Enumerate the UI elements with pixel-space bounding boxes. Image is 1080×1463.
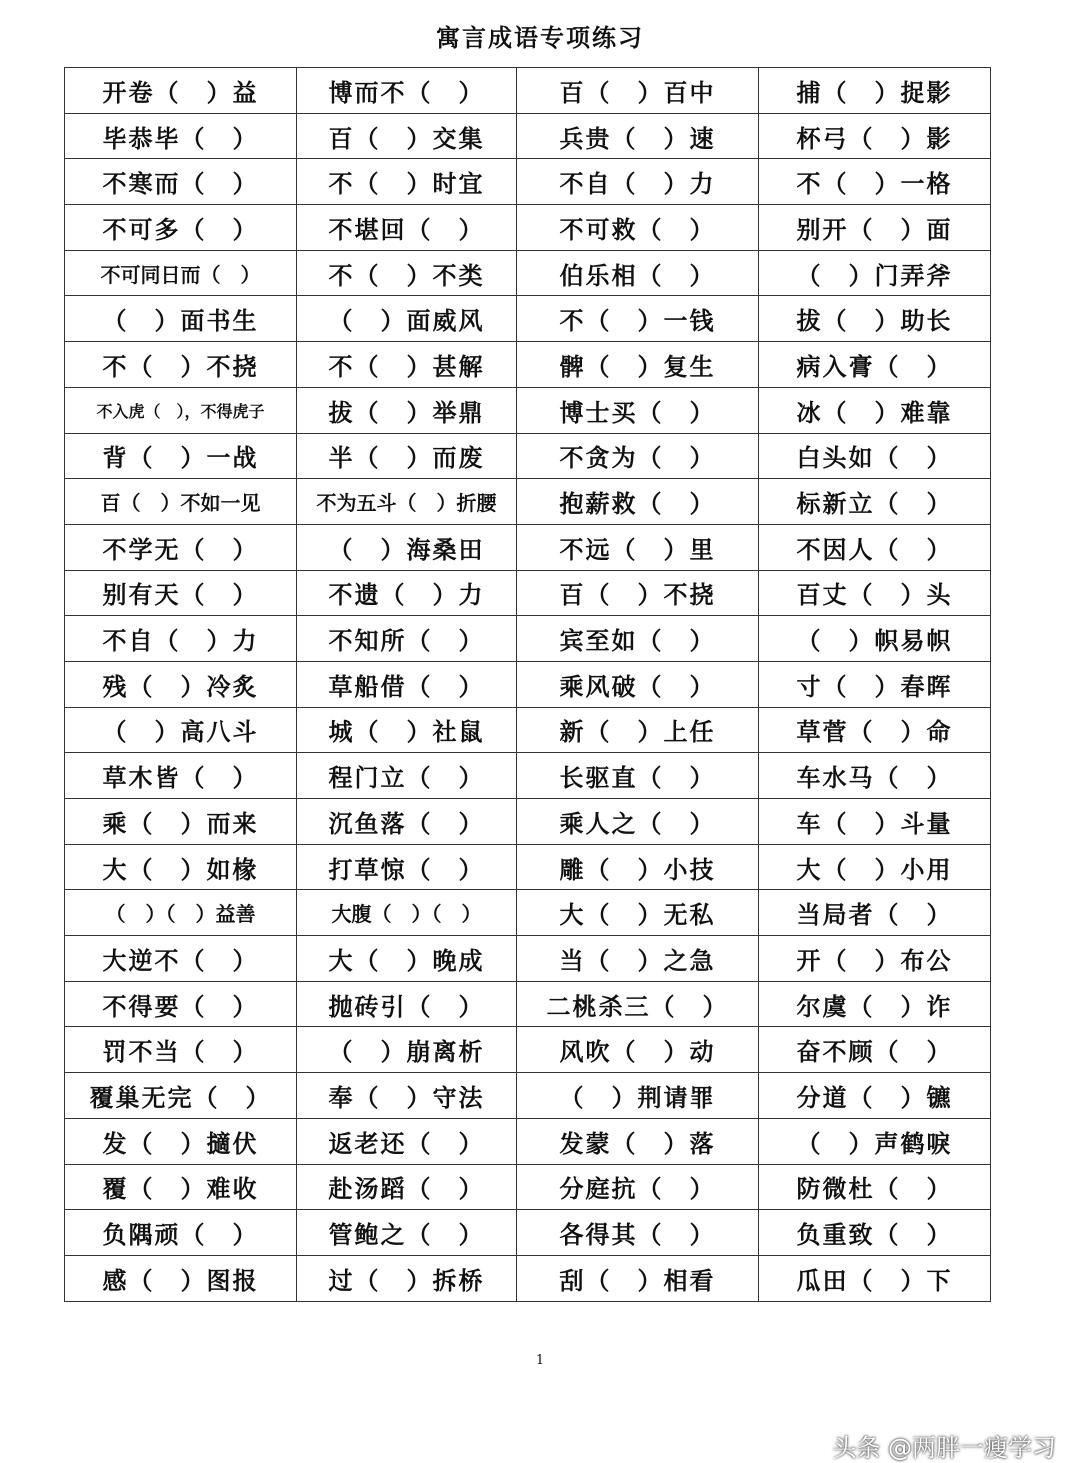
idiom-cell: 罚不当（ ） [65,1027,297,1073]
idiom-cell: （ ）声鹤唳 [759,1118,991,1164]
idiom-cell: （ ）海桑田 [297,524,517,570]
idiom-cell: 伯乐相（ ） [517,250,759,296]
idiom-cell: 打草惊（ ） [297,844,517,890]
idiom-cell: 新（ ）上任 [517,707,759,753]
idiom-cell: 乘风破（ ） [517,661,759,707]
idiom-cell: （ ）面书生 [65,296,297,342]
table-row [65,844,991,890]
table-row [65,707,991,753]
idiom-cell: 大（ ）晚成 [297,936,517,982]
idiom-cell: 二桃杀三（ ） [517,981,759,1027]
idiom-cell: 开（ ）布公 [759,936,991,982]
idiom-cell: 抱薪救（ ） [517,479,759,525]
idiom-cell: 不（ ）时宜 [297,159,517,205]
idiom-cell: 不（ ）一钱 [517,296,759,342]
idiom-cell: 各得其（ ） [517,1210,759,1256]
idiom-cell: 不自（ ）力 [517,159,759,205]
table-row [65,342,991,388]
idiom-cell: 程门立（ ） [297,753,517,799]
idiom-cell: 城（ ）社鼠 [297,707,517,753]
idiom-cell: 背（ ）一战 [65,433,297,479]
idiom-cell: 草菅（ ）命 [759,707,991,753]
idiom-cell: 不可救（ ） [517,205,759,251]
table-row [65,524,991,570]
idiom-cell: 奋不顾（ ） [759,1027,991,1073]
idiom-cell: 不得要（ ） [65,981,297,1027]
idiom-exercise-table [64,67,991,1302]
idiom-cell: 别开（ ）面 [759,205,991,251]
idiom-cell: 抛砖引（ ） [297,981,517,1027]
idiom-cell: 病入膏（ ） [759,342,991,388]
idiom-cell: 别有天（ ） [65,570,297,616]
idiom-cell: 百（ ）不挠 [517,570,759,616]
idiom-cell: 不远（ ）里 [517,524,759,570]
idiom-cell: 车水马（ ） [759,753,991,799]
idiom-cell: 奉（ ）守法 [297,1073,517,1119]
idiom-cell: 乘（ ）而来 [65,799,297,845]
idiom-cell: 不可多（ ） [65,205,297,251]
idiom-cell: 不自（ ）力 [65,616,297,662]
idiom-cell: 返老还（ ） [297,1118,517,1164]
idiom-cell: 不贪为（ ） [517,433,759,479]
idiom-cell: 开卷（ ）益 [65,68,297,114]
idiom-cell: 杯弓（ ）影 [759,113,991,159]
idiom-cell: （ ）帜易帜 [759,616,991,662]
table-row [65,1164,991,1210]
idiom-cell: 沉鱼落（ ） [297,799,517,845]
idiom-cell: 大（ ）小用 [759,844,991,890]
table-row [65,1118,991,1164]
page-number: 1 [535,1353,545,1368]
idiom-cell: 冰（ ）难靠 [759,387,991,433]
idiom-cell: （ ）（ ）益善 [65,890,297,936]
table-row [65,890,991,936]
idiom-cell: 博士买（ ） [517,387,759,433]
idiom-cell: 感（ ）图报 [65,1255,297,1301]
idiom-cell: 草船借（ ） [297,661,517,707]
idiom-cell: 过（ ）拆桥 [297,1255,517,1301]
idiom-cell: 捕（ ）捉影 [759,68,991,114]
idiom-cell: 不堪回（ ） [297,205,517,251]
idiom-cell: 不寒而（ ） [65,159,297,205]
idiom-cell: 大腹（ ）（ ） [297,890,517,936]
table-row [65,936,991,982]
idiom-cell: 半（ ）而废 [297,433,517,479]
idiom-cell: （ ）崩离析 [297,1027,517,1073]
idiom-cell: 发蒙（ ）落 [517,1118,759,1164]
idiom-cell: 当（ ）之急 [517,936,759,982]
idiom-cell: 瓜田（ ）下 [759,1255,991,1301]
table-row [65,981,991,1027]
table-row [65,661,991,707]
table-row [65,616,991,662]
idiom-cell: 髀（ ）复生 [517,342,759,388]
idiom-cell: 草木皆（ ） [65,753,297,799]
idiom-cell: 雕（ ）小技 [517,844,759,890]
idiom-cell: （ ）荆请罪 [517,1073,759,1119]
idiom-cell: 防微杜（ ） [759,1164,991,1210]
table-row [65,296,991,342]
idiom-cell: 分庭抗（ ） [517,1164,759,1210]
idiom-cell: 宾至如（ ） [517,616,759,662]
idiom-cell: 百（ ）百中 [517,68,759,114]
idiom-cell: 不（ ）不类 [297,250,517,296]
idiom-cell: 博而不（ ） [297,68,517,114]
table-row [65,159,991,205]
idiom-cell: 白头如（ ） [759,433,991,479]
idiom-cell: 不遗（ ）力 [297,570,517,616]
idiom-cell: 不入虎（ ），不得虎子 [65,387,297,433]
idiom-cell: 大（ ）如椽 [65,844,297,890]
idiom-cell: 百（ ）交集 [297,113,517,159]
table-row [65,113,991,159]
idiom-cell: 兵贵（ ）速 [517,113,759,159]
table-row [65,387,991,433]
table-row [65,1255,991,1301]
idiom-cell: 大（ ）无私 [517,890,759,936]
idiom-cell: 拔（ ）举鼎 [297,387,517,433]
table-row [65,479,991,525]
idiom-cell: 不因人（ ） [759,524,991,570]
idiom-cell: 不学无（ ） [65,524,297,570]
idiom-cell: 不（ ）甚解 [297,342,517,388]
idiom-cell: 尔虞（ ）诈 [759,981,991,1027]
idiom-cell: 拔（ ）助长 [759,296,991,342]
idiom-cell: 负隅顽（ ） [65,1210,297,1256]
idiom-cell: 分道（ ）镳 [759,1073,991,1119]
watermark: 头条 @两胖一瘦学习 [832,1434,1056,1462]
idiom-cell: （ ）高八斗 [65,707,297,753]
idiom-cell: 发（ ）擿伏 [65,1118,297,1164]
idiom-cell: （ ）面威风 [297,296,517,342]
idiom-cell: （ ）门弄斧 [759,250,991,296]
table-row [65,205,991,251]
table-row [65,433,991,479]
idiom-cell: 百（ ）不如一见 [65,479,297,525]
idiom-cell: 当局者（ ） [759,890,991,936]
table-row [65,1027,991,1073]
idiom-cell: 覆（ ）难收 [65,1164,297,1210]
table-row [65,1210,991,1256]
table-row [65,570,991,616]
table-row [65,68,991,114]
table-row [65,1073,991,1119]
idiom-cell: 不可同日而（ ） [65,250,297,296]
idiom-cell: 毕恭毕（ ） [65,113,297,159]
idiom-cell: 风吹（ ）动 [517,1027,759,1073]
idiom-cell: 百丈（ ）头 [759,570,991,616]
idiom-cell: 残（ ）冷炙 [65,661,297,707]
idiom-cell: 管鲍之（ ） [297,1210,517,1256]
idiom-cell: 车（ ）斗量 [759,799,991,845]
idiom-cell: 不（ ）不挠 [65,342,297,388]
idiom-cell: 不为五斗（ ）折腰 [297,479,517,525]
idiom-cell: 赴汤蹈（ ） [297,1164,517,1210]
table-row [65,753,991,799]
idiom-cell: 大逆不（ ） [65,936,297,982]
idiom-cell: 不（ ）一格 [759,159,991,205]
page-title: 寓言成语专项练习 [436,23,644,52]
idiom-cell: 乘人之（ ） [517,799,759,845]
idiom-cell: 标新立（ ） [759,479,991,525]
idiom-cell: 刮（ ）相看 [517,1255,759,1301]
table-row [65,250,991,296]
table-row [65,799,991,845]
idiom-cell: 覆巢无完（ ） [65,1073,297,1119]
idiom-cell: 寸（ ）春晖 [759,661,991,707]
idiom-cell: 负重致（ ） [759,1210,991,1256]
idiom-cell: 不知所（ ） [297,616,517,662]
idiom-cell: 长驱直（ ） [517,753,759,799]
